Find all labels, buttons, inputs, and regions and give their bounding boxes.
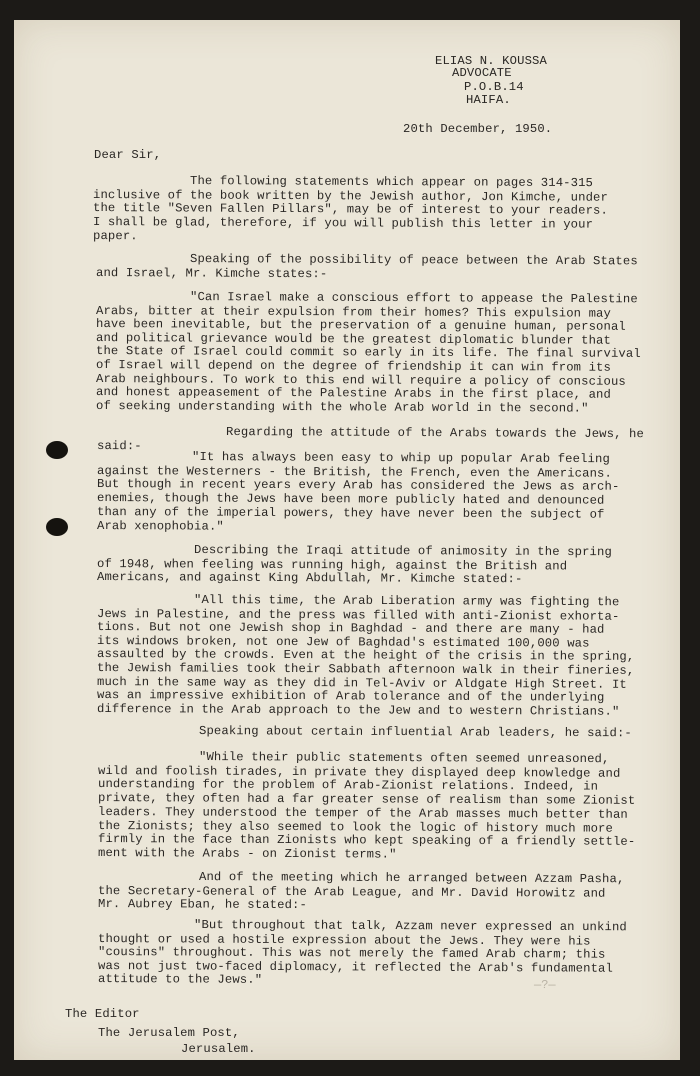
paragraph-line: "Can Israel make a conscious effort to appease the Palestine: [189, 290, 638, 307]
address-line: The Jerusalem Post,: [98, 1026, 240, 1040]
paragraph-line: And of the meeting which he arranged between Azzam Pasha,: [198, 870, 625, 887]
paragraph-line: Americans, and against King Abdullah, Mr. Kimche stated:-: [96, 570, 523, 587]
paragraph-line: and political grievance would be the greatest diplomatic blunder that: [95, 330, 612, 348]
letterhead-line: ADVOCATE: [452, 66, 512, 80]
paragraph-line: have been inevitable, but the preservation of a genuine human, personal: [95, 317, 626, 334]
paragraph-line: and honest appeasement of the Palestine Arabs in the first place, and: [95, 385, 612, 402]
paragraph-line: firmly in the face than Zionists who kept speaking of a friendly settle-: [97, 832, 636, 850]
paragraph-line: assaulted by the crowds. Even at the height of the crisis in the spring,: [96, 647, 635, 665]
letterhead-line: HAIFA.: [466, 93, 511, 107]
paragraph-line: Arabs, bitter at their expulsion from their homes? This expulsion may: [95, 303, 612, 321]
paragraph-line: attitude to the Jews.": [97, 972, 263, 988]
paragraph-line: Jews in Palestine, and the press was filled with anti-Zionist exhorta-: [96, 606, 620, 624]
letterhead-line: ELIAS N. KOUSSA: [435, 54, 547, 68]
paragraph-line: the Zionists; they also seemed to look the logic of history much more: [97, 818, 614, 836]
address-line: The Editor: [65, 1007, 140, 1021]
paragraph-line: "It has always been easy to whip up popular Arab feeling: [191, 450, 610, 467]
paragraph-line: "But throughout that talk, Azzam never expressed an unkind: [193, 918, 627, 935]
paragraph-line: much in the same way as they did in Tel-Aviv or Aldgate High Street. It: [96, 674, 627, 692]
paragraph-line: difference in the Arab approach to the Jew and to western Christians.": [96, 701, 620, 719]
paragraph-line: ment with the Arabs - on Zionist terms.": [97, 845, 397, 862]
punch-hole: [46, 441, 68, 459]
paragraph-line: the Jewish families took their Sabbath afternoon walk in their fineries,: [96, 661, 635, 678]
paragraph-line: was not just two-faced diplomacy, it reflected the Arab's fundamental: [97, 958, 614, 976]
address-line: Jerusalem.: [181, 1042, 256, 1056]
paragraph-line: Arab neighbours. To work to this end will require a policy of conscious: [95, 371, 626, 389]
paragraph-line: But though in recent years every Arab has considered the Jews as arch-: [96, 477, 620, 495]
paragraph-line: against the Westerners - the British, the French, even the Americans.: [96, 463, 613, 481]
paragraph-line: enemies, though the Jews have been more publicly hated and denounced: [96, 491, 605, 508]
paragraph-line: inclusive of the book written by the Jewish author, Jon Kimche, under: [92, 187, 609, 205]
paragraph-line: than any of the imperial powers, they have never been the subject of: [96, 504, 605, 522]
paragraph-line: the State of Israel could commit so early in its life. The final survival: [95, 344, 641, 362]
paragraph-line: I shall be glad, therefore, if you will publish this letter in your: [92, 215, 594, 232]
paragraph-line: was an impressive exhibition of Arab tolerance and of the underlying: [96, 688, 605, 705]
punch-hole: [46, 518, 68, 536]
paragraph-line: paper.: [92, 228, 138, 244]
paragraph-line: the Secretary-General of the Arab League, and Mr. David Horowitz and: [97, 883, 606, 901]
paragraph-line: its windows broken, not one Jew of Baghdad's estimated 100,000 was: [96, 633, 590, 651]
paragraph-line: and Israel, Mr. Kimche states:-: [95, 265, 328, 281]
paragraph-line: Regarding the attitude of the Arabs towards the Jews, he: [225, 425, 644, 442]
paragraph-line: Speaking about certain influential Arab leaders, he said:-: [198, 724, 632, 741]
paragraph-line: of Israel will depend on the degree of friendship it can win from its: [95, 358, 612, 375]
paragraph-line: tions. But not one Jewish shop in Baghdad - and there are many - had: [96, 620, 605, 637]
paragraph-line: The following statements which appear on pages 314-315: [189, 174, 594, 191]
paragraph-line: Arab xenophobia.": [96, 518, 224, 534]
paragraph-line: understanding for the problem of Arab-Zionist relations. Indeed, in: [97, 777, 599, 795]
paragraph-line: of seeking understanding with the whole Arab world in the second.": [95, 398, 589, 416]
paragraph-line: Speaking of the possibility of peace between the Arab States: [189, 252, 638, 269]
letterhead-line: P.O.B.14: [464, 80, 524, 94]
paragraph-line: wild and foolish tirades, in private they displayed deep knowledge and: [97, 763, 621, 781]
paragraph-line: the title "Seven Fallen Pillars", may be of interest to your readers.: [92, 201, 609, 219]
paragraph-line: "All this time, the Arab Liberation army was fighting the: [193, 593, 620, 610]
paragraph-line: said:-: [96, 438, 142, 453]
paragraph-line: private, they often had a far greater sense of realism than some Zionist: [97, 791, 636, 808]
paragraph-line: leaders. They understood the temper of the Arab masses much better than: [97, 804, 628, 822]
letter-page: [14, 20, 680, 1060]
letter-date: 20th December, 1950.: [403, 122, 553, 136]
signature-mark: —?—: [534, 978, 556, 992]
paragraph-line: "cousins" throughout. This was not merely the famed Arab charm; this: [97, 945, 606, 962]
paragraph-line: Mr. Aubrey Eban, he stated:-: [97, 897, 308, 913]
paragraph-line: Describing the Iraqi attitude of animosity in the spring: [193, 543, 612, 560]
salutation: Dear Sir,: [94, 148, 162, 162]
paragraph-line: of 1948, when feeling was running high, against the British and: [96, 556, 568, 574]
paragraph-line: thought or used a hostile expression about the Jews. They were his: [97, 931, 591, 949]
paragraph-line: "While their public statements often seemed unreasoned,: [198, 750, 610, 767]
